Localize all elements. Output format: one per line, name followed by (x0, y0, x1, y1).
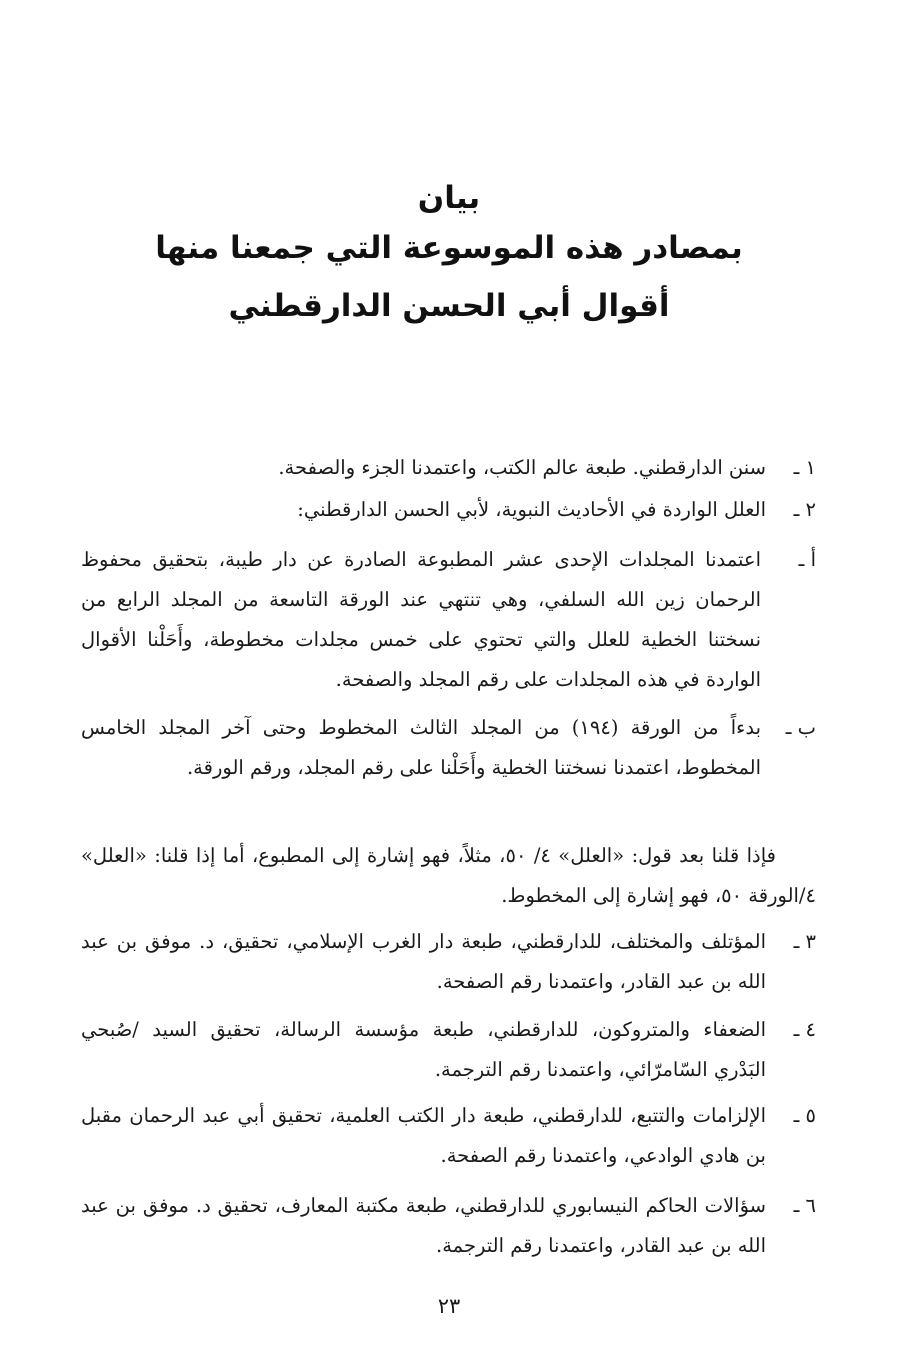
title-line-3: أقوال أبي الحسن الدارقطني (228, 288, 670, 324)
source-item-3 (81, 922, 816, 1002)
item-text: سؤالات الحاكم النيسابوري للدارقطني، طبعة مكتبة المعارف، تحقيق د. موفق بن عبد الله بن عبد القادر، واعتمدنا رقم الترجمة. (81, 1194, 766, 1257)
source-subitem-a (81, 540, 816, 700)
item-number: ٥ ـ (793, 1104, 816, 1127)
item-text: الضعفاء والمتروكون، للدارقطني، طبعة مؤسسة الرسالة، تحقيق السيد /صُبحي البَدْري السّامرّائي، واعتمدنا رقم الترجمة. (81, 1018, 766, 1081)
item-number: ١ ـ (793, 456, 816, 479)
item-text: سنن الدارقطني. طبعة عالم الكتب، واعتمدنا الجزء والصفحة. (278, 456, 766, 479)
item-number: ٢ ـ (793, 498, 816, 521)
source-item-6 (81, 1186, 816, 1266)
title-line-1: بيان (417, 180, 481, 216)
item-number: أ ـ (798, 548, 816, 571)
item-number: ٤ ـ (793, 1018, 816, 1041)
item-text: المؤتلف والمختلف، للدارقطني، طبعة دار الغرب الإسلامي، تحقيق، د. موفق بن عبد الله بن عبد القادر، واعتمدنا رقم الصفحة. (81, 930, 766, 993)
source-item-5 (81, 1096, 816, 1176)
source-item-2 (81, 490, 816, 530)
item-number: ٣ ـ (793, 930, 816, 953)
item-number: ٦ ـ (793, 1194, 816, 1217)
title-line-2: بمصادر هذه الموسوعة التي جمعنا منها (155, 230, 743, 266)
item-number: ب ـ (785, 716, 816, 739)
source-item-1 (81, 448, 816, 488)
source-subitem-b (81, 708, 816, 788)
item-text: العلل الواردة في الأحاديث النبوية، لأبي الحسن الدارقطني: (297, 498, 766, 521)
note-paragraph: فإذا قلنا بعد قول: «العلل» ٤/ ٥٠، مثلاً، فهو إشارة إلى المطبوع، أما إذا قلنا: «العلل» ٤/الورقة ٥٠، فهو إشارة إلى المخطوط. (81, 844, 816, 907)
item-text: اعتمدنا المجلدات الإحدى عشر المطبوعة الصادرة عن دار طيبة، بتحقيق محفوظ الرحمان زين الله السلفي، وهي تنتهي عند الورقة التاسعة من المجلد الرابع من نسختنا الخطية للعلل والتي تحتوي على خمس مجلدات مخطوطة، وأَحَلْنا الأقوال الواردة في هذه المجلدات على رقم المجلد والصفحة. (81, 548, 761, 691)
page-number: ٢٣ (437, 1294, 461, 1318)
item-text: بدءاً من الورقة (١٩٤) من المجلد الثالث المخطوط وحتى آخر المجلد الخامس المخطوط، اعتمدنا نسختنا الخطية وأَحَلْنا على رقم المجلد، ورقم الورقة. (81, 716, 761, 779)
source-item-4 (81, 1010, 816, 1090)
item-text: الإلزامات والتتبع، للدارقطني، طبعة دار الكتب العلمية، تحقيق أبي عبد الرحمان مقبل بن هادي الوادعي، واعتمدنا رقم الصفحة. (81, 1104, 766, 1167)
